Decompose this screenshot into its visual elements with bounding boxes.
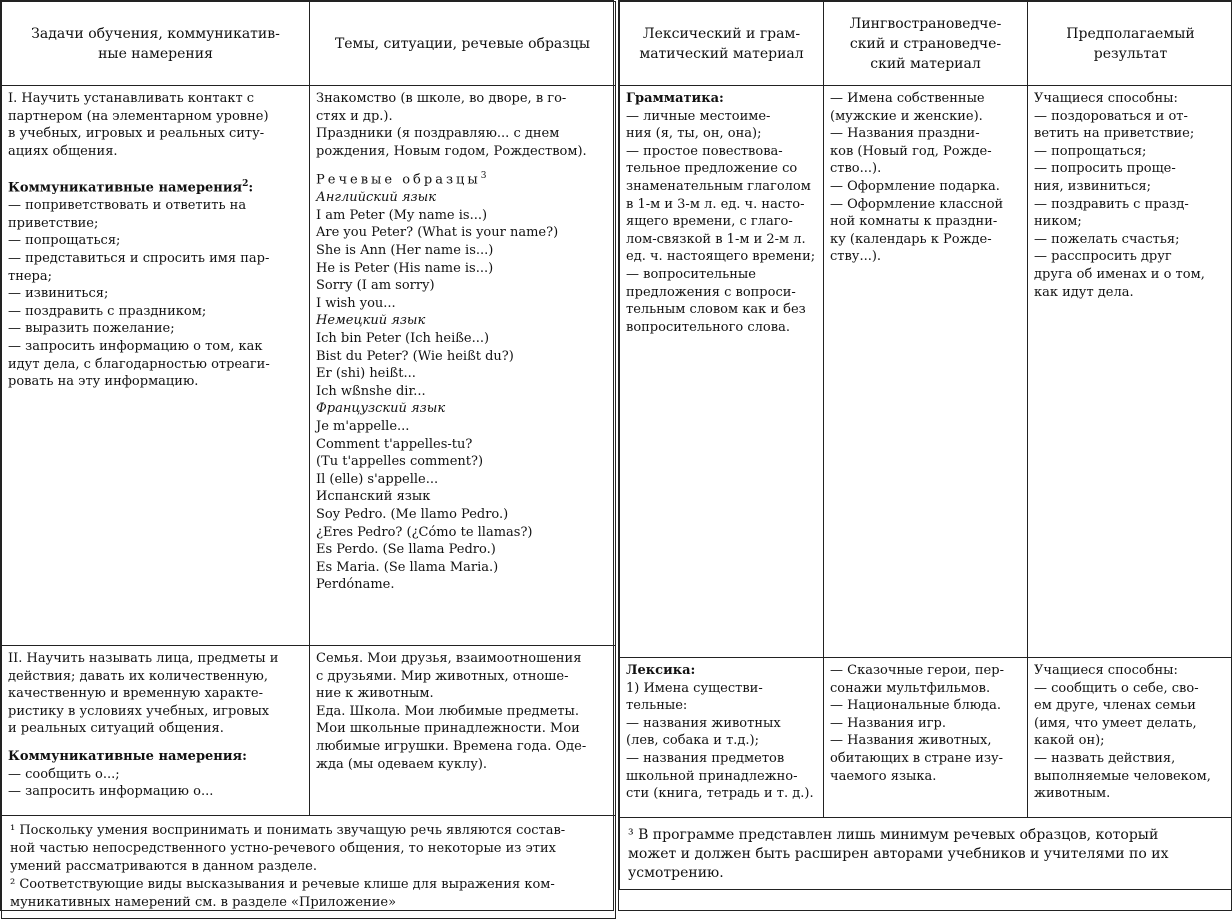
lexis-heading: Лексика: [626,662,817,680]
list-item: ния, извиниться; [1034,178,1227,196]
text-line: сонажи мультфильмов. [830,680,1021,698]
list-item: — поздравить с праздником; [8,303,303,321]
text-line: чаемого языка. [830,768,1021,786]
text-line: — Имена собственные [830,90,1021,108]
cultural-cell-2 [824,658,1028,818]
text-line: 1) Имена существи- [626,680,817,698]
text-line: ристику в условиях учебных, игровых [8,703,303,721]
text-line: стях и др.). [316,108,609,126]
footnote-line: ³ В программе представлен лишь минимум речевых образцов, который [628,826,1225,845]
speech-sample: (Tu t'appelles comment?) [316,453,609,471]
text-line: ству...). [830,248,1021,266]
text-line: в 1-м и 3-м л. ед. ч. насто- [626,196,817,214]
header-topics: Темы, ситуации, речевые образцы [310,2,616,86]
text-line: — Названия животных, [830,732,1021,750]
list-item: — запросить информацию о том, как [8,338,303,356]
list-item: — сообщить о себе, сво- [1034,680,1227,698]
list-item: Учащиеся способны: [1034,662,1227,680]
list-item: — попрощаться; [8,232,303,250]
list-item: ветить на приветствие; [1034,125,1227,143]
lexis-cell [620,658,824,818]
english-label: Английский язык [316,189,609,207]
grammar-cell [620,86,824,658]
list-item: (имя, что умеет делать, [1034,715,1227,733]
result-cell-1 [1028,86,1232,658]
text-line: школьной принадлежно- [626,768,817,786]
speech-sample: Ich bin Peter (Ich heiße...) [316,330,609,348]
text-line: лом-связкой в 1-м и 2-м л. [626,231,817,249]
text-line: сти (книга, тетрадь и т. д.). [626,785,817,803]
result-cell-2 [1028,658,1232,818]
samples-heading: Речевые образцы$^3$ [316,168,609,189]
footnote-line: ¹ Поскольку умения воспринимать и понимать звучащую речь являются состав- [10,822,607,840]
speech-sample: Sorry (I am sorry) [316,277,609,295]
text-line: — Оформление классной [830,196,1021,214]
speech-sample: Je m'appelle... [316,418,609,436]
header-tasks: Задачи обучения, коммуникатив- ные намерения [2,2,310,86]
list-item: — пожелать счастья; [1034,231,1227,249]
text-line: ациях общения. [8,143,303,161]
list-item: — назвать действия, [1034,750,1227,768]
text-line: Мои школьные принадлежности. Мои [316,720,609,738]
text-line: ков (Новый год, Рожде- [830,143,1021,161]
text-line: вопросительного слова. [626,319,817,337]
left-page [0,0,614,911]
list-item: Учащиеся способны: [1034,90,1227,108]
text-line: ство...). [830,160,1021,178]
list-item: — попрощаться; [1034,143,1227,161]
speech-sample: Es Maria. (Se llama Maria.) [316,559,609,577]
right-footnotes [620,818,1232,890]
right-page [618,0,1232,911]
text-line: — Сказочные герои, пер- [830,662,1021,680]
text-line: ния (я, ты, он, она); [626,125,817,143]
speech-sample: I am Peter (My name is...) [316,207,609,225]
header-lexical: Лексический и грам- матический материал [620,2,824,86]
list-item: приветствие; [8,215,303,233]
french-label: Французский язык [316,400,609,418]
speech-sample: Bist du Peter? (Wie heißt du?) [316,348,609,366]
text-line: ку (календарь к Рожде- [830,231,1021,249]
list-item: — сообщить о...; [8,766,303,784]
text-line: — Названия игр. [830,715,1021,733]
spanish-label: Испанский язык [316,488,609,506]
text-line: действия; давать их количественную, [8,668,303,686]
topics-cell-1 [310,86,616,646]
text-line: — названия предметов [626,750,817,768]
text-line: жда (мы одеваем куклу). [316,756,609,774]
footnote-line: усмотрению. [628,864,1225,883]
text-line: Семья. Мои друзья, взаимоотношения [316,650,609,668]
list-item: как идут дела. [1034,284,1227,302]
text-line: — вопросительные [626,266,817,284]
text-line: — названия животных [626,715,817,733]
text-line: II. Научить называть лица, предметы и [8,650,303,668]
text-line: — Оформление подарка. [830,178,1021,196]
speech-sample: ¿Eres Pedro? (¿Cómo te llamas?) [316,524,609,542]
right-table [619,1,1232,890]
text-line: с друзьями. Мир животных, отноше- [316,668,609,686]
speech-sample: Il (elle) s'appelle... [316,471,609,489]
german-label: Немецкий язык [316,312,609,330]
list-item: — представиться и спросить имя пар- [8,250,303,268]
text-line: рождения, Новым годом, Рождеством). [316,143,609,161]
text-line: тельным словом как и без [626,301,817,319]
text-line: тельные: [626,697,817,715]
list-item: какой он); [1034,732,1227,750]
text-line: — простое повествова- [626,143,817,161]
text-line: партнером (на элементарном уровне) [8,108,303,126]
footnote-line: умений рассматриваются в данном разделе. [10,858,607,876]
footnote-line: может и должен быть расширен авторами учебников и учителями по их [628,845,1225,864]
list-item: — попросить проще- [1034,160,1227,178]
topics-cell-2 [310,646,616,816]
speech-sample: He is Peter (His name is...) [316,260,609,278]
text-line: I. Научить устанавливать контакт с [8,90,303,108]
text-line: (мужские и женские). [830,108,1021,126]
text-line: предложения с вопроси- [626,284,817,302]
text-line: тельное предложение со [626,160,817,178]
footnote-line: ной частью непосредственного устно-речевого общения, то некоторые из этих [10,840,607,858]
left-footnotes [2,816,616,919]
left-table [1,1,616,919]
text-line: ние к животным. [316,685,609,703]
text-line: качественную и временную характе- [8,685,303,703]
text-line: Еда. Школа. Мои любимые предметы. [316,703,609,721]
text-line: Знакомство (в школе, во дворе, в го- [316,90,609,108]
list-item: — поприветствовать и ответить на [8,197,303,215]
text-line: ед. ч. настоящего времени; [626,248,817,266]
list-item: — поздороваться и от- [1034,108,1227,126]
grammar-heading: Грамматика: [626,90,817,108]
text-line: ящего времени, с глаго- [626,213,817,231]
text-line: — Национальные блюда. [830,697,1021,715]
tasks-cell-1 [2,86,310,646]
speech-sample: Es Perdo. (Se llama Pedro.) [316,541,609,559]
speech-sample: Er (shi) heißt... [316,365,609,383]
text-line: (лев, собака и т.д.); [626,732,817,750]
text-line: — Названия праздни- [830,125,1021,143]
speech-sample: Ich wßnshe dir... [316,383,609,401]
speech-sample: Soy Pedro. (Me llamo Pedro.) [316,506,609,524]
tasks-cell-2 [2,646,310,816]
header-cultural: Лингвострановедче- ский и страноведче- ский материал [824,2,1028,86]
text-line: — личные местоиме- [626,108,817,126]
text-line: ной комнаты к праздни- [830,213,1021,231]
list-item: идут дела, с благодарностью отреаги- [8,356,303,374]
cultural-cell-1 [824,86,1028,658]
list-item: выполняемые человеком, [1034,768,1227,786]
speech-sample: Are you Peter? (What is your name?) [316,224,609,242]
text-line: Праздники (я поздравляю... с днем [316,125,609,143]
list-item: ровать на эту информацию. [8,373,303,391]
speech-sample: Comment t'appelles-tu? [316,436,609,454]
list-item: — выразить пожелание; [8,320,303,338]
speech-sample: I wish you... [316,295,609,313]
list-item: животным. [1034,785,1227,803]
list-item: — расспросить друг [1034,248,1227,266]
footnote-line: муникативных намерений см. в разделе «Приложение» [10,894,607,912]
list-item: ником; [1034,213,1227,231]
list-item: — извиниться; [8,285,303,303]
list-item: — запросить информацию о... [8,783,303,801]
list-item: — поздравить с празд- [1034,196,1227,214]
text-line: и реальных ситуаций общения. [8,720,303,738]
text-line: знаменательным глаголом [626,178,817,196]
list-item: ем друге, членах семьи [1034,697,1227,715]
text-line: в учебных, игровых и реальных ситу- [8,125,303,143]
speech-sample: Perdóname. [316,576,609,594]
intentions-heading: Коммуникативные намерения$^2$: [8,176,303,197]
speech-sample: She is Ann (Her name is...) [316,242,609,260]
intentions-heading-2: Коммуникативные намерения: [8,748,303,766]
text-line: любимые игрушки. Времена года. Оде- [316,738,609,756]
list-item: друга об именах и о том, [1034,266,1227,284]
footnote-line: ² Соответствующие виды высказывания и речевые клише для выражения ком- [10,876,607,894]
text-line: обитающих в стране изу- [830,750,1021,768]
header-result: Предполагаемый результат [1028,2,1232,86]
list-item: тнера; [8,268,303,286]
